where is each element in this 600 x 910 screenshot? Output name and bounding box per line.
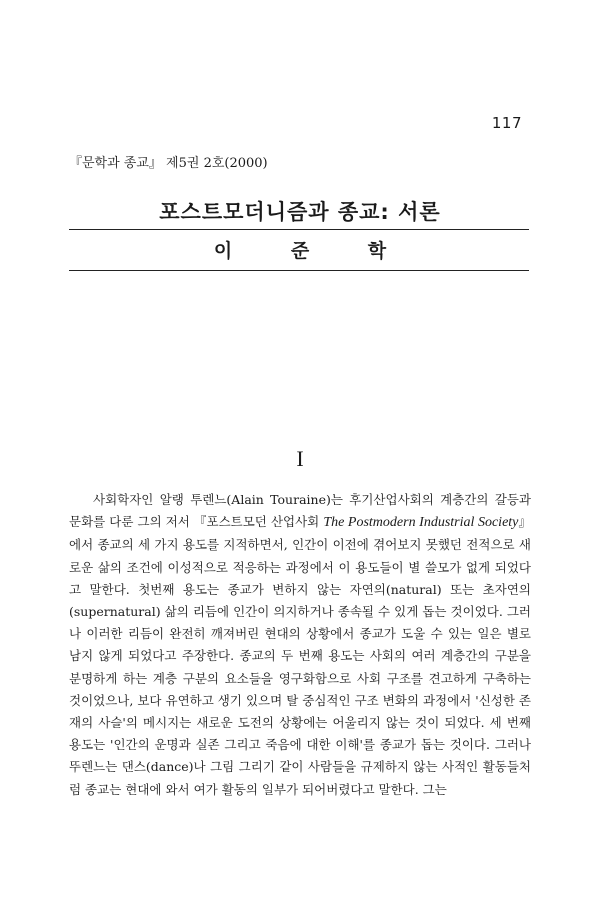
body-paragraph <box>69 489 531 801</box>
section-heading: I <box>296 446 304 471</box>
page-number: 117 <box>491 114 522 132</box>
paragraph-text-rest: 』에서 종교의 세 가지 용도를 지적하면서, 인간이 이전에 겪어보지 못했던 전적으로 새로운 삶의 조건에 이성적으로 적응하는 과정에서 이 용도들이 별 쓸모가 없게 되었다고 말한다. 첫번째 용도는 종교가 변하지 않는 자연의(natural) 또는 초자연의(supernatural) 삶의 리듬에 인간이 의지하거나 종속될 수 있게 돕는 것이었다. 그러나 이러한 리듬이 완전히 깨져버린 현대의 상황에서 종교가 도울 수 있는 일은 별로 남지 않게 되었다고 주장한다. 종교의 두 번째 용도는 사회의 여러 계층간의 구분을 분명하게 하는 계층 구분의 요소들을 영구화함으로 사회 구조를 견고하게 구축하는 것이었으나, 보다 유연하고 생기 있으며 탈 중심적인 구조 변화의 과정에서 '신성한 존재의 사슬'의 메시지는 새로운 도전의 상황에는 어울리지 않는 것이 되었다. 세 번째 용도는 '인간의 운명과 실존 그리고 죽음에 대한 이해'를 종교가 돕는 것이다. 그러나 뚜렌느는 댄스(dance)나 그림 그리기 같이 사람들을 규제하지 않는 사적인 활동들처럼 종교는 현대에 와서 여가 활동의 일부가 되어버렸다고 말한다. 그는 <box>69 514 531 797</box>
title-divider <box>69 229 529 230</box>
author-divider <box>69 270 529 271</box>
paragraph-text-start: 사회학자인 알랭 투렌느(Alain Touraine)는 후기산업사회의 계층간의 갈등과 문화를 다룬 그의 저서 『포스트모던 산업사회 <box>69 492 531 530</box>
journal-reference: 『문학과 종교』 제5권 2호(2000) <box>69 156 268 171</box>
author-name: 이 준 학 <box>213 240 413 262</box>
article-title: 포스트모더니즘과 종교: 서론 <box>159 200 441 224</box>
book-title: The Postmodern Industrial Society <box>323 515 519 531</box>
